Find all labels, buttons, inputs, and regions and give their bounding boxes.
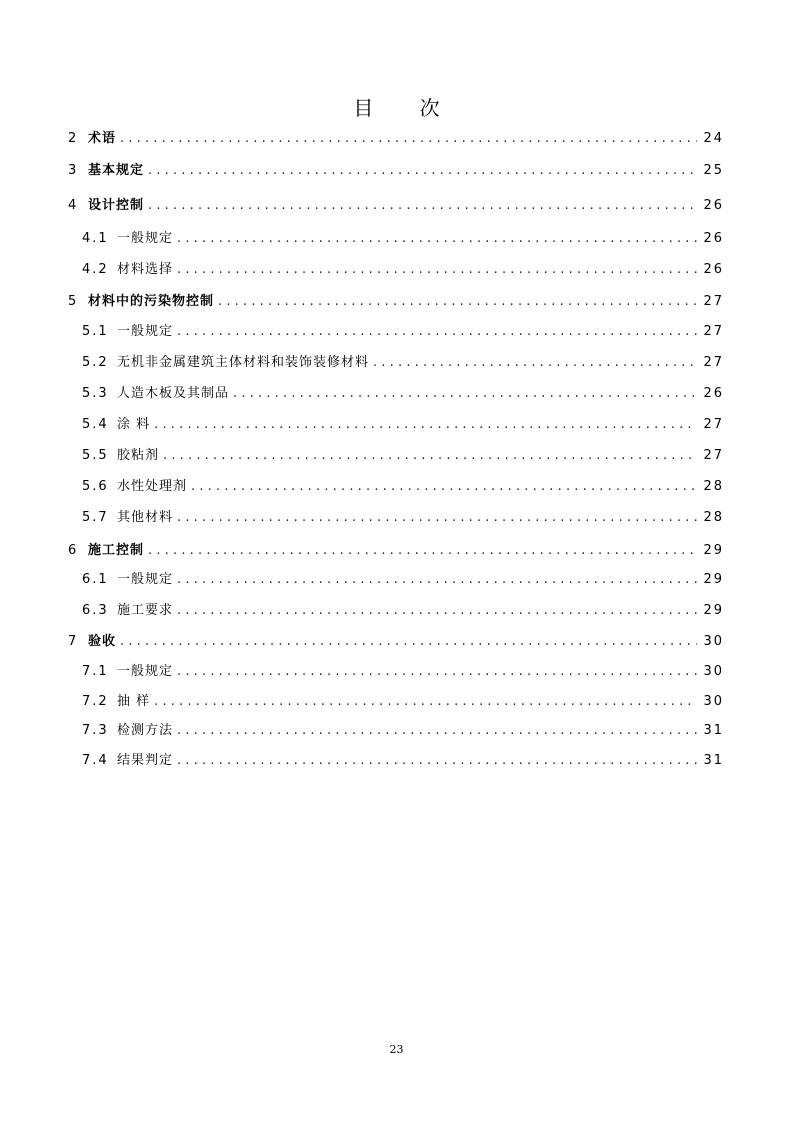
- toc-entry-number: 7.3: [82, 723, 109, 738]
- dot-leader: [177, 231, 697, 246]
- toc-entry-label: 一般规定: [117, 572, 174, 587]
- toc-entry-label: 材料中的污染物控制: [88, 294, 215, 309]
- dot-leader: [163, 448, 697, 463]
- dot-leader: [154, 417, 697, 432]
- toc-entry-label: 无机非金属建筑主体材料和装饰装修材料: [117, 355, 370, 370]
- toc-entry-label: 术语: [88, 131, 117, 146]
- dot-leader: [148, 163, 697, 178]
- dot-leader: [177, 510, 697, 525]
- toc-entry-number: 4: [68, 198, 79, 213]
- toc-entry-page: 30: [703, 664, 724, 679]
- toc-entry-label: 验收: [88, 634, 117, 649]
- toc-entry-number: 5.3: [82, 386, 109, 401]
- toc-entry-label: 胶粘剂: [117, 448, 160, 463]
- toc-entry[interactable]: [68, 159, 724, 179]
- toc-entry-number: 5.5: [82, 448, 109, 463]
- toc-entry-label: 涂 料: [117, 417, 151, 432]
- toc-entry[interactable]: [68, 290, 724, 310]
- dot-leader: [148, 198, 697, 213]
- dot-leader: [191, 479, 697, 494]
- dot-leader: [177, 753, 697, 768]
- toc-entry-page: 30: [703, 694, 724, 709]
- toc-entry-page: 24: [703, 131, 724, 146]
- toc-entry[interactable]: [82, 719, 724, 739]
- toc-entry-label: 施工控制: [88, 543, 145, 558]
- toc-entry-label: 设计控制: [88, 198, 145, 213]
- toc-entry-page: 28: [703, 479, 724, 494]
- toc-entry[interactable]: [82, 749, 724, 769]
- toc-entry[interactable]: [82, 351, 724, 371]
- toc-entry-number: 5.7: [82, 510, 109, 525]
- toc-entry[interactable]: [82, 444, 724, 464]
- toc-entry-page: 29: [703, 572, 724, 587]
- toc-entry-page: 27: [703, 448, 724, 463]
- toc-entry[interactable]: [82, 320, 724, 340]
- toc-entry-label: 水性处理剂: [117, 479, 188, 494]
- toc-entry-label: 人造木板及其制品: [117, 386, 230, 401]
- toc-entry-label: 一般规定: [117, 664, 174, 679]
- toc-entry[interactable]: [82, 258, 724, 278]
- toc-entry-number: 6.1: [82, 572, 109, 587]
- toc-entry-page: 27: [703, 324, 724, 339]
- toc-entry-number: 6.3: [82, 603, 109, 618]
- dot-leader: [177, 603, 697, 618]
- toc-entry-number: 7.1: [82, 664, 109, 679]
- toc-entry-number: 5.2: [82, 355, 109, 370]
- dot-leader: [177, 664, 697, 679]
- toc-entry-page: 28: [703, 510, 724, 525]
- toc-entry[interactable]: [68, 630, 724, 650]
- toc-entry-page: 30: [703, 634, 724, 649]
- toc-entry[interactable]: [82, 568, 724, 588]
- toc-entry-number: 5.1: [82, 324, 109, 339]
- toc-title: 目 次: [353, 96, 460, 120]
- toc-entry-label: 一般规定: [117, 231, 174, 246]
- toc-entry[interactable]: [82, 690, 724, 710]
- dot-leader: [177, 324, 697, 339]
- toc-entry-page: 27: [703, 294, 724, 309]
- toc-entry-page: 31: [703, 723, 724, 738]
- toc-entry-number: 7.2: [82, 694, 109, 709]
- dot-leader: [148, 543, 697, 558]
- toc-entry[interactable]: [82, 475, 724, 495]
- toc-entry-label: 材料选择: [117, 262, 174, 277]
- toc-entry-number: 4.1: [82, 231, 109, 246]
- toc-entry[interactable]: [82, 506, 724, 526]
- toc-entry-page: 27: [703, 417, 724, 432]
- toc-entry[interactable]: [82, 660, 724, 680]
- toc-entry-page: 26: [703, 198, 724, 213]
- toc-entry-number: 2: [68, 131, 79, 146]
- toc-entry-page: 25: [703, 163, 724, 178]
- toc-entry-page: 26: [703, 231, 724, 246]
- toc-entry-label: 其他材料: [117, 510, 174, 525]
- toc-entry[interactable]: [68, 539, 724, 559]
- toc-entry-number: 3: [68, 163, 79, 178]
- dot-leader: [154, 694, 697, 709]
- toc-entry-page: 26: [703, 262, 724, 277]
- toc-entry-label: 一般规定: [117, 324, 174, 339]
- toc-entry-number: 6: [68, 543, 79, 558]
- dot-leader: [373, 355, 697, 370]
- toc-entry[interactable]: [68, 127, 724, 147]
- toc-entry-number: 7.4: [82, 753, 109, 768]
- toc-entry-number: 4.2: [82, 262, 109, 277]
- toc-entry-page: 29: [703, 603, 724, 618]
- dot-leader: [120, 634, 697, 649]
- toc-entry-label: 基本规定: [88, 163, 145, 178]
- dot-leader: [177, 262, 697, 277]
- toc-entry-number: 5: [68, 294, 79, 309]
- toc-entry-page: 29: [703, 543, 724, 558]
- toc-entry[interactable]: [82, 413, 724, 433]
- toc-entry[interactable]: [82, 227, 724, 247]
- toc-entry-number: 5.6: [82, 479, 109, 494]
- dot-leader: [120, 131, 697, 146]
- toc-entry-number: 5.4: [82, 417, 109, 432]
- toc-entry-label: 施工要求: [117, 603, 174, 618]
- toc-entry-label: 抽 样: [117, 694, 151, 709]
- toc-entry[interactable]: [82, 382, 724, 402]
- toc-entry-page: 31: [703, 753, 724, 768]
- toc-entry-page: 27: [703, 355, 724, 370]
- toc-entry-page: 26: [703, 386, 724, 401]
- dot-leader: [177, 723, 697, 738]
- toc-entry[interactable]: [68, 194, 724, 214]
- page-number: 23: [389, 1043, 404, 1056]
- dot-leader: [233, 386, 697, 401]
- toc-entry-number: 7: [68, 634, 79, 649]
- dot-leader: [177, 572, 697, 587]
- toc-entry[interactable]: [82, 599, 724, 619]
- toc-entry-label: 结果判定: [117, 753, 174, 768]
- toc-entry-label: 检测方法: [117, 723, 174, 738]
- dot-leader: [218, 294, 697, 309]
